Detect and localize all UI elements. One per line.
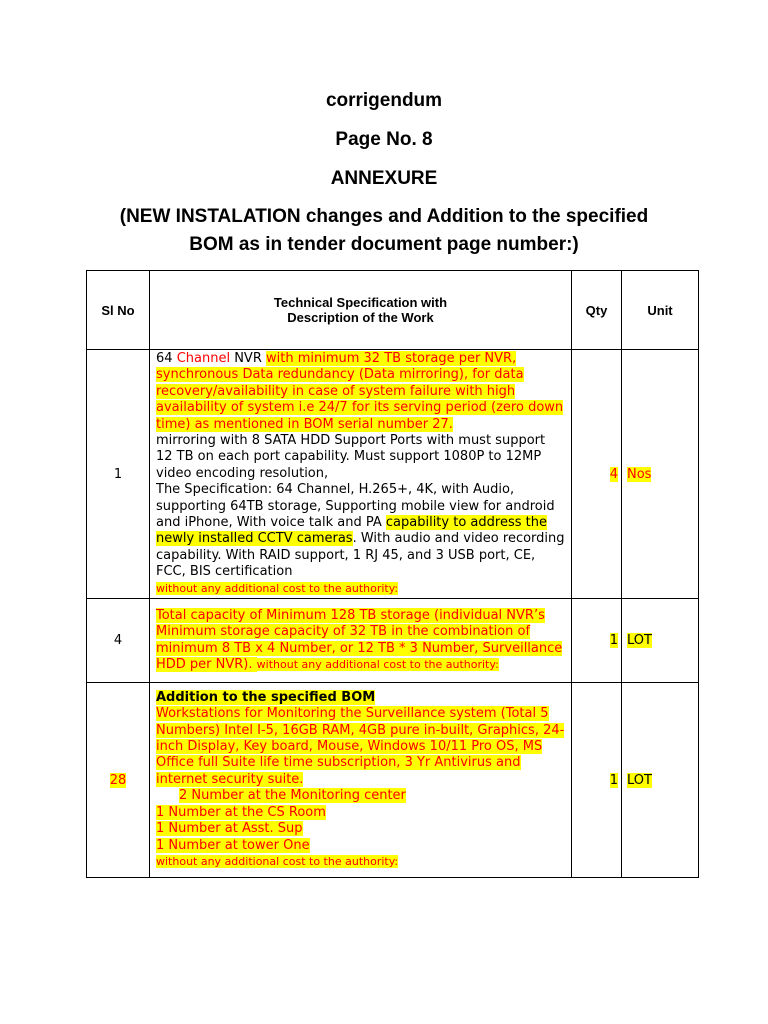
row-2-sl: 4: [87, 599, 150, 683]
page-number: Page No. 8: [335, 129, 433, 150]
row-3-item-2-wrap: [156, 805, 565, 821]
row-3-qty-value: 1: [609, 772, 618, 788]
subtitle-line-2: BOM as in tender document page number:): [189, 234, 579, 255]
row-2-qty: [572, 599, 622, 683]
row-1-spec-highlight: capability to address the newly installed CCTV cameras: [156, 515, 547, 547]
row-3-text: Workstations for Monitoring the Surveillance system (Total 5 Numbers) Intel I-5, 16GB RAM, 4GB pure in-built, Graphics, 24-inch Display, Key board, Mouse, Windows 10/11 Pro OS, MS Office full Suite life time subscription, 3 Yr Antivirus and internet security suite.: [156, 706, 565, 787]
row-1-description: [150, 350, 572, 599]
row-1-channel: Channel: [176, 351, 231, 366]
row-3-item-4: 1 Number at tower One: [156, 837, 310, 853]
row-3-sl: [87, 683, 150, 878]
column-header-unit: Unit: [622, 271, 699, 350]
row-2-unit-value: LOT: [627, 633, 652, 649]
row-1-para-2: mirroring with 8 SATA HDD Support Ports with must support 12 TB on each port capability. Must support 1080P to 12MP video encoding resolution,: [156, 433, 546, 481]
table-row: [87, 350, 699, 599]
row-3-item-1-wrap: [156, 788, 565, 804]
row-3-note: without any additional cost to the authority:: [156, 854, 399, 868]
row-3-text-wrap: [156, 706, 565, 788]
row-3-unit: [622, 683, 699, 878]
row-1-sl: 1: [87, 350, 150, 599]
row-2-description: [150, 599, 572, 683]
row-1-nvr: NVR: [230, 351, 266, 366]
column-header-sl-no: Sl No: [87, 271, 150, 350]
row-3-title: Addition to the specified BOM: [156, 689, 376, 705]
row-1-storage-spec: with minimum 32 TB storage per NVR, synchronous Data redundancy (Data mirroring), for data recovery/availability in case of system failure with high availability of system i.e 24/7 for its serving period (zero down time) as mentioned in BOM serial number 27.: [156, 351, 564, 432]
annexure-heading: ANNEXURE: [330, 168, 438, 189]
table-row: [87, 683, 699, 878]
row-1-count: 64: [156, 351, 177, 366]
row-3-item-4-wrap: [156, 838, 565, 854]
row-2-note: without any additional cost to the authority:: [256, 658, 499, 671]
row-2-text: Total capacity of Minimum 128 TB storage (individual NVR’s Minimum storage capacity of 32 TB in the combination of minimum 8 TB x 4 Number, or 12 TB * 3 Number, Surveillance HDD per NVR).: [156, 607, 563, 672]
row-3-unit-value: LOT: [627, 772, 652, 788]
row-3-item-2: 1 Number at the CS Room: [156, 804, 326, 820]
spec-header-line-2: Description of the Work: [287, 310, 434, 325]
column-header-specification: [150, 271, 572, 350]
row-1-qty-value: 4: [609, 466, 618, 482]
bom-table: [86, 270, 699, 878]
row-3-sl-value: 28: [109, 772, 127, 788]
column-header-qty: Qty: [572, 271, 622, 350]
table-header-row: [87, 271, 699, 350]
row-3-qty: [572, 683, 622, 878]
document-title: corrigendum: [325, 90, 443, 111]
row-1-unit-value: Nos: [627, 466, 652, 482]
row-1-spec-c: . With audio and video recording capability. With RAID support, 1 RJ 45, and 3 USB port, CE, FCC, BIS certification: [156, 531, 565, 580]
row-2-unit: [622, 599, 699, 683]
row-1-para-3: [156, 482, 565, 580]
subtitle-line-1: (NEW INSTALATION changes and Addition to the specified: [119, 206, 649, 227]
row-1-note: without any additional cost to the authority:: [156, 581, 399, 595]
row-3-item-1: 2 Number at the Monitoring center: [179, 788, 406, 804]
row-1-unit: [622, 350, 699, 599]
row-1-qty: [572, 350, 622, 599]
row-3-title-wrap: [156, 690, 565, 706]
row-2-qty-value: 1: [609, 633, 618, 649]
row-1-spec-a: The Specification: 64 Channel, H.265+, 4K, with Audio, supporting 64TB storage, Supporting mobile view for android and iPhone, With voice talk and PA: [156, 482, 555, 531]
row-3-note-wrap: [156, 854, 565, 870]
table-row: [87, 599, 699, 683]
spec-header-line-1: Technical Specification with: [273, 295, 448, 310]
row-1-para-1: [156, 351, 565, 433]
row-3-item-3: 1 Number at Asst. Sup: [156, 821, 303, 837]
row-3-description: [150, 683, 572, 878]
row-3-item-3-wrap: [156, 821, 565, 837]
